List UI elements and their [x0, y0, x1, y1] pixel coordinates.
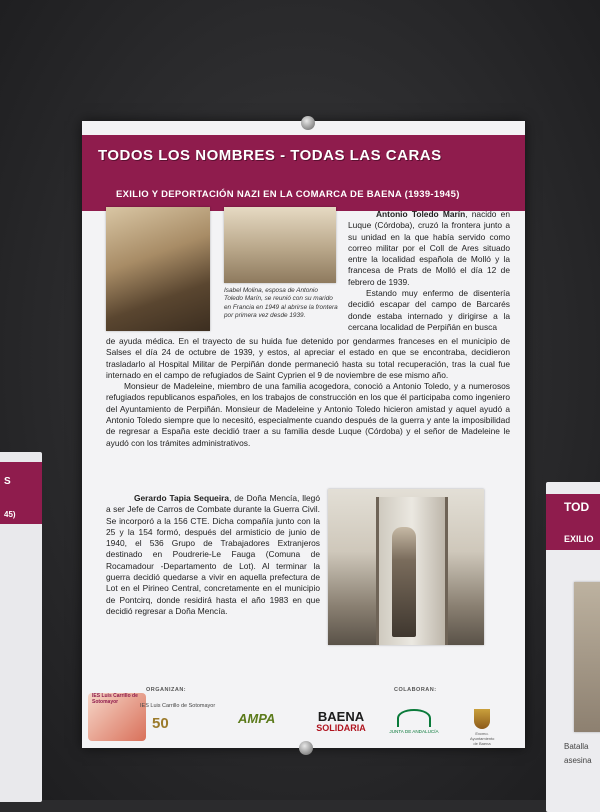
photo-gerardo-doorway	[328, 489, 484, 645]
main-poster	[82, 121, 525, 748]
side-poster-left-band	[0, 462, 42, 524]
ampa-logo: AMPA	[238, 711, 276, 726]
section2-name: Gerardo Tapia Sequeira	[134, 493, 230, 503]
side-poster-left	[0, 452, 42, 802]
side-poster-right-band	[546, 494, 600, 550]
ies-label: IES Luis Carrillo de Sotomayor	[140, 703, 216, 709]
organizan-label: ORGANIZAN:	[146, 687, 187, 693]
junta-andalucia-logo: JUNTA DE ANDALUCÍA	[388, 709, 440, 734]
poster-title: TODOS LOS NOMBRES - TODAS LAS CARAS	[98, 147, 442, 164]
pin-top	[301, 116, 315, 130]
ayuntamiento-logo: Excmo. Ayuntamiento de Baena	[470, 709, 494, 746]
section2-text: Gerardo Tapia Sequeira, de Doña Mencía, llegó a ser Jefe de Carros de Combate durante la Guerra Civil. Se incorporó a la 156 CTE. Dicha compañía junto con la 25 y la 154 formó, después del armisticio de junio de 1940, el 536 Grupo de Trabajadores Extranjeros destinado en Poudrerie-Le Fauga (Comuna de Rocamadour -Departamento de Lot). Al terminar la guerra decidió quedarse a vivir en aquella prefectura de Lot en el Pirineo Central, concretamente en el municipio de Pontcirq, donde residirá hasta el año 1983 en que decidió regresar a Doña Mencía.	[106, 493, 320, 616]
side-right-title: TOD	[564, 500, 590, 514]
poster-subtitle: EXILIO Y DEPORTACIÓN NAZI EN LA COMARCA DE BAENA (1939-1945)	[116, 189, 460, 200]
section1-p3: Monsieur de Madeleine, miembro de una familia acogedora, conoció a Antonio Toledo, y a numerosos refugiados republicanos españoles, en los trabajos de construcción en los que él participaba como ingeniero del Ayuntamiento de Perpiñán. Monsieur de Madeleine y Antonio Toledo hicieron amistad y aquel ayudó a Antonio Toledo siempre que lo necesitó, especialmente cuando después de la guerra y ante la imposibilidad de regresar a España este decidió traer a su familia desde Luque (Córdoba) y el señor de Madeleine le ayudó con los trámites administrativos.	[106, 381, 510, 448]
title-band	[82, 135, 525, 211]
side-right-subtitle: EXILIO	[564, 534, 594, 544]
section1-p2-top: Estando muy enfermo de disentería decidió escapar del campo de Barcarés donde estaba internado y dirigirse a la cercana localidad de Perpiñán en busca	[348, 288, 510, 332]
horse-logo: IES Luis Carrillo de Sotomayor	[88, 693, 146, 741]
colaboran-label: COLABORAN:	[394, 687, 437, 693]
sponsor-logos	[82, 687, 525, 745]
photo-caption: Isabel Molina, esposa de Antonio Toledo Marín, se reunió con su marido en Francia en 1949 al abrirse la frontera por primera vez desde 1939.	[224, 287, 338, 320]
baena-solidaria-logo: BAENA SOLIDARIA	[316, 709, 366, 733]
side-left-title: S	[4, 476, 11, 487]
photo-isabel-antonio	[224, 207, 336, 283]
section1-intro: Antonio Toledo Marín, nacido en Luque (Córdoba), cruzó la frontera junto a su unidad en la que había servido como correo militar por el Coll de Ares situado entre la localidad española de Molló y la francesa de Prats de Molló el día 12 de febrero de 1939. Estando muy enfermo de disentería decidió escapar del campo de Barcarés donde estaba internado y dirigirse a la cercana localidad de Perpiñán en busca	[348, 209, 510, 332]
section1-name: Antonio Toledo Marín	[376, 209, 466, 219]
junta-arch-icon	[397, 709, 431, 727]
portrait-photo-antonio	[106, 207, 210, 331]
side-right-photo	[574, 582, 600, 732]
side-poster-right	[546, 482, 600, 812]
side-left-year: 45)	[4, 510, 16, 519]
section1-p2-rest: de ayuda médica. En el trayecto de su huida fue detenido por gendarmes franceses en el municipio de Salses el día 24 de octubre de 1939, y estos, al apreciar el estado en que se encontraba, decidieron trasladarlo al Hospital Militar de Perpiñán donde permaneció hasta su total recuperación, tras la cual fue internado en el campo de refugiados de Saint Cyprien el 9 de noviembre de ese mismo año.	[106, 336, 510, 380]
fifty-anniversary-logo: 50	[152, 715, 169, 732]
coat-of-arms-icon	[474, 709, 490, 729]
side-right-caption: Batalla asesina	[564, 742, 592, 765]
section1-continuation	[106, 336, 510, 449]
standing-man	[392, 527, 416, 637]
